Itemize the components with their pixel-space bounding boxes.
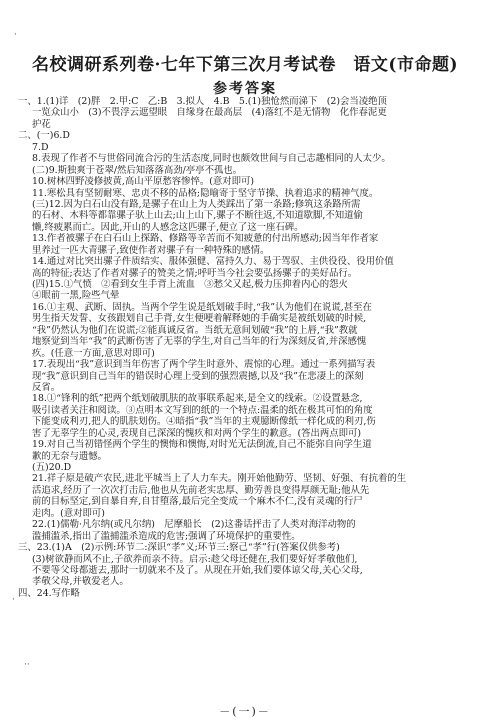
answer-line: 一览众山小 (3)不畏浮云遮望眼 自缘身在最高层 (4)落红不是无情物 化作春泥更 [32, 107, 387, 119]
answer-line: 走肉。(意对即可) [32, 507, 105, 519]
answer-line: 7.D [32, 141, 49, 153]
answer-line: 滥捕滥杀,指出了滥捕滥杀造成的危害;强调了环境保护的重要性。 [32, 530, 301, 542]
answer-line: 11.寒松具有坚韧耐寒、忠贞不移的品格;隐喻寄于坚守节操、执着追求的精神气度。 [32, 187, 379, 199]
answer-line: 19.对自己当初错怪两个学生的懊悔和懊悔,对时光无法倒流,自己不能弥自向学生道 [32, 439, 372, 451]
page-subtitle: 参考答案 [213, 81, 277, 97]
answer-line: 孝敬父母,并敬爱老人。 [32, 576, 129, 588]
answer-line: 的石材、木料等都靠骡子驮上山去;山上山下,骡子不断往返,不知道歇脚,不知道偷 [32, 210, 363, 222]
page-title: 名校调研系列卷·七年下第三次月考试卷 语文(市命题) [31, 55, 458, 75]
scan-speck: · [12, 595, 15, 605]
answer-line: 14.通过对比突出骡子件质结实、服体强健、富持久力、易于驾驭、主供役役、役用价值 [32, 256, 394, 268]
answer-line: 22.(1)儒勒·凡尔纳(或凡尔纳) 尼摩船长 (2)这番话抨击了人类对海洋动物的 [32, 519, 356, 531]
answer-line: 16.①主观、武断、固执。当两个学生说是纸划破手时,“我”认为他们在说谎,甚至在 [32, 301, 372, 313]
answer-line: “我”仍然认为他们在说谎;②能真诚反省。当纸无意间划破“我”的上唇,“我”教就 [32, 324, 358, 336]
answer-line: 不要等父母都逝去,那时一切就来不及了。从现在开始,我们要体谅父母,关心父母, [32, 564, 363, 576]
answer-line: 吸引读者关注和阅读。③点明本文写到的纸的一个特点:温柔的纸在极其可怕的角度 [32, 404, 373, 416]
scan-speck: ·· [24, 660, 30, 670]
answer-line: 10.树林四野凌修披黄,高山平原愁容惨悴。(意对即可) [32, 176, 255, 188]
answer-line: 活追求,经历了一次次打击后,他也从先前老实忠厚、勤劳善良变得厚颜无耻;他从先 [32, 484, 370, 496]
scan-speck: · [14, 30, 17, 40]
answer-line: 懒,终疲累而亡。因此,开山的人感念这匹骡子,便立了这一座石碑。 [32, 221, 304, 233]
answer-line: 17.表现出“我”意识到当年伤害了两个学生时意外、震惊的心理。通过一系列描写表 [32, 359, 376, 371]
answer-line: 13.作者被骡子在白石山上探路、修路等辛苦而不知疲惫的付出所感动;因当年作者家 [32, 233, 379, 245]
answer-line: 护花 [32, 118, 51, 130]
answer-line: 反省。 [32, 381, 61, 393]
answer-line: 前的目标坚定,到自暴自弃,自甘堕落,最后完全变成一个麻木不仁,没有灵魂的行尸 [32, 496, 363, 508]
answer-line: (二)9.斯独爽于苍翠/然后知落落高劲/亭亭不孤也。 [32, 164, 243, 176]
answer-body [18, 96, 476, 599]
answer-line: 里养过一匹大青骡子,致使作者对骡子有一种特殊的感情。 [32, 244, 270, 256]
answer-line: (3)树欲静而风不止,子欲养而亲不待。启示:趁父母还健在,我们要好好孝敬他们, [32, 553, 358, 565]
page-number: －(一)－ [219, 705, 271, 718]
answer-line: 地察觉到当年“我”的武断伤害了无辜的学生,对自己当年的行为深刻反省,并深感愧 [32, 336, 367, 348]
answer-line: (四)15.①气愤 ②看到女生手背上流血 ③愁父又起,极力压抑着内心的怨火 [32, 279, 348, 290]
answer-line: 21.祥子原是破产农民,进北平城当上了人力车夫。刚开始他勤劳、坚韧、好强、有抗着的生 [32, 473, 407, 485]
answer-line: 歉的无奈与遗憾。 [32, 450, 108, 462]
answer-line: 二、(一)6.D [18, 130, 70, 142]
answer-line: 现“我”意识到自己当年的错误时心理上受到的强烈震撼,以及“我”在悲凄上的深刻 [32, 370, 364, 382]
answer-line: 三、23.(1)A (2)示例:环节二:深识“孝”义;环节三:察己“孝”行(答案仅供参考) [18, 542, 340, 554]
answer-line: 男生指天发誓、女孩跟划自己手背,女生便哽着解释她的手确实是被纸划破的时候, [32, 313, 367, 325]
answer-line: 一、1.(1)详 (2)胖 2.甲:C 乙:B 3.拟人 4.B 5.(1)独怆然而涕下 (2)会当凌绝顶 [18, 96, 387, 107]
answer-line: 8.表现了作者不与世俗同流合污的生活态度,同时也颇效世间与自己志趣相同的人太少。 [32, 153, 391, 165]
answer-line: 高的特征;表达了作者对骡子的赞美之情;呼吁当今社会要弘扬骡子的美好品行。 [32, 267, 358, 279]
answer-line: (三)12.因为白石山没有路,是骡子在山上为人类踩出了第一条路;修筑这条路所需 [32, 198, 361, 210]
answer-line: 下能变成利刃,把人的肌肤划伤。④暗指“我”当年的主观臆断像纸一样化成的利刃,伤 [32, 416, 376, 428]
answer-line: ④眼前一黑,险些气晕 [32, 290, 120, 302]
answer-line: 害了无辜学生的心灵,表现自己深深的愧疚和对两个学生的歉意。(答出两点即可) [32, 427, 362, 439]
answer-line: 18.①“锋利的纸”把两个纸划破肌肤的故事联系起来,是全文的线索。②设置悬念, [32, 393, 363, 405]
answer-line: 四、24.写作略 [18, 587, 80, 599]
answer-line: 疚。(任意一方面,意思对即可) [32, 347, 155, 359]
answer-line: (五)20.D [32, 462, 72, 473]
